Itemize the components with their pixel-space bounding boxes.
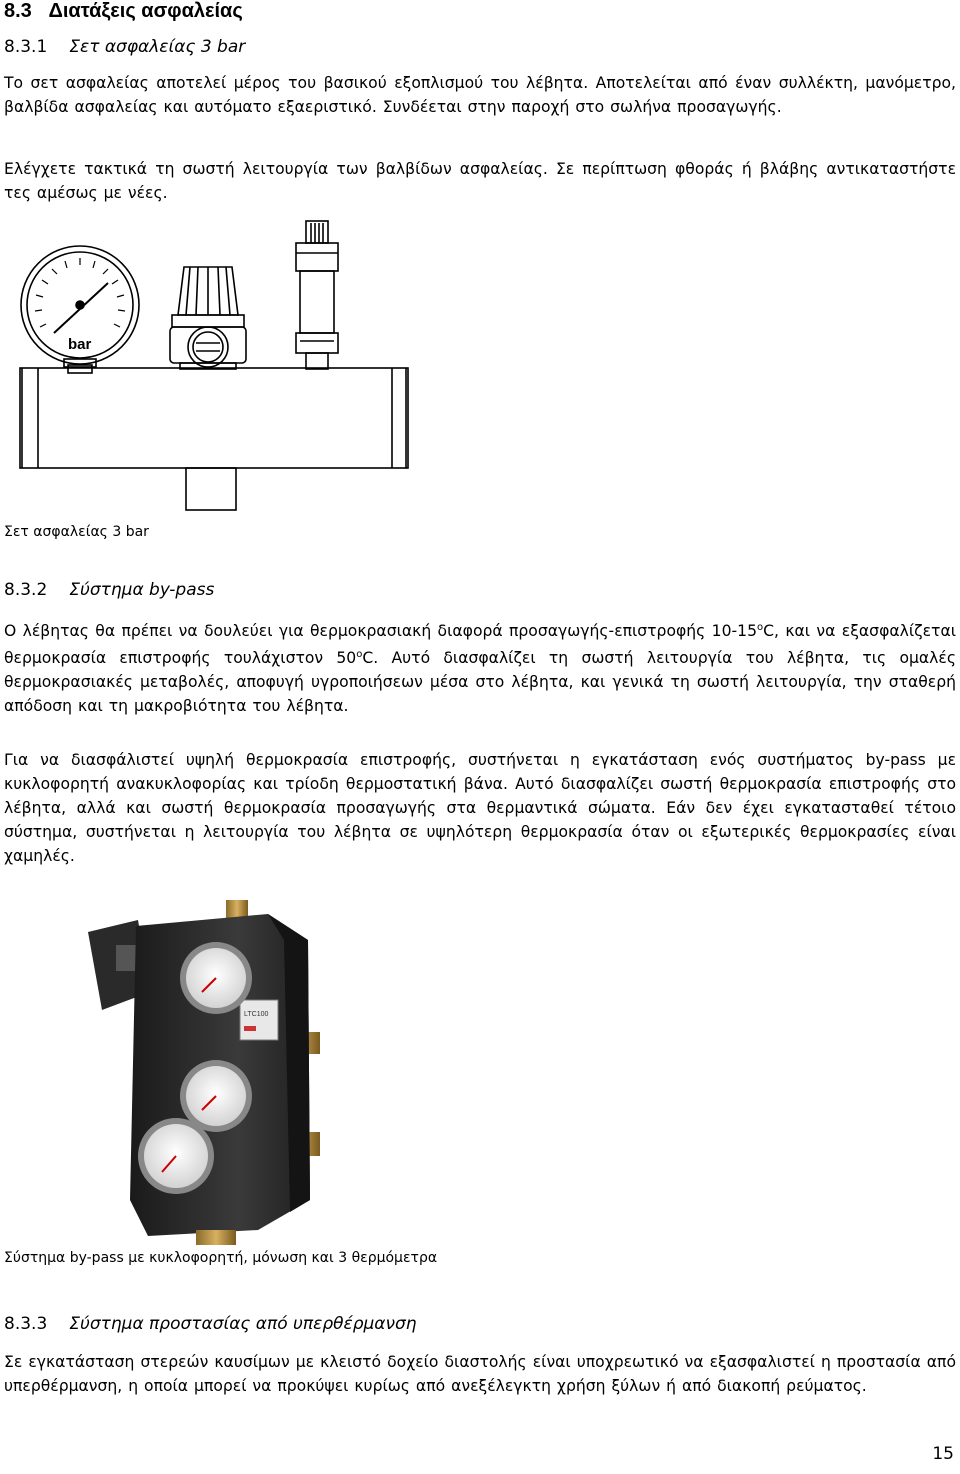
- gauge-ticks: [35, 258, 125, 327]
- pump-connector: [116, 945, 136, 971]
- subsection-title: Σύστημα προστασίας από υπερθέρμανση: [69, 1314, 417, 1334]
- section-number: 8.3: [4, 0, 32, 22]
- degree-symbol: o: [356, 649, 363, 661]
- safety-set-drawing: [0, 215, 430, 515]
- subsection-number: 8.3.1: [4, 37, 48, 57]
- air-vent: [296, 221, 338, 369]
- subsection-number: 8.3.3: [4, 1314, 48, 1334]
- subsection-heading-3: [4, 1314, 417, 1334]
- thermometer: [180, 942, 252, 1014]
- label-plate-text: LTC100: [244, 1011, 269, 1018]
- safety-valve: [170, 267, 246, 369]
- label-plate: [240, 1000, 278, 1040]
- bypass-unit-illustration: [58, 900, 388, 1245]
- figure-caption: Σετ ασφαλείας 3 bar: [4, 524, 149, 540]
- paragraph: Για να διασφάλιστεί υψηλή θερμοκρασία επιστροφής, συστήνεται η εγκατάσταση ενός συστήματος by-pass με κυκλοφορητή ανακυκλοφορίας και τρίοδη θερμοστατική βάνα. Αυτό διασφαλίζει σωστή θερμοκρασία επιστροφής στο λέβητα, αλλά και σωστή θερμοκρασία προσαγωγής στα θερμαντικά σώματα. Εάν δεν έχει εγκατασταθεί τέτοιο σύστημα, συστήνεται η λειτουργία του λέβητα σε υψηλότερη θερμοκρασία όταν οι εξωτερικές θερμοκρασίες είναι χαμηλές.: [4, 751, 956, 865]
- section-heading: [4, 0, 243, 23]
- figure-caption: Σύστημα by-pass με κυκλοφορητή, μόνωση και 3 θερμόμετρα: [4, 1250, 438, 1266]
- page-number: 15: [932, 1444, 954, 1464]
- subsection-number: 8.3.2: [4, 580, 48, 600]
- thermometer: [138, 1118, 214, 1194]
- degree-symbol: o: [757, 622, 764, 633]
- subsection-heading-2: [4, 580, 214, 600]
- bottom-fitting: [196, 1230, 236, 1245]
- manometer-label: bar: [68, 336, 92, 353]
- paragraph: Ο λέβητας θα πρέπει να δουλεύει για θερμοκρασιακή διαφορά προσαγωγής-επιστροφής 10-15$^o$C, και να εξασφαλίζεται θερμοκρασία επιστροφής τουλάχιστον 50$^o$C. Αυτό διασφαλίζει τη σωστή λειτουργία του λέβητα, τις ομαλές θερμοκρασιακές μεταβολές, αποφυγή υγροποιήσεων μέσα στο λέβητα, και γενικά τη σωστή λειτουργία, την σταθερή απόδοση και τη μακροβιότητα του λέβητα.: [4, 622, 956, 716]
- subsection-title: Σύστημα by-pass: [69, 580, 215, 600]
- subsection-heading-1: [4, 37, 245, 57]
- subsection-title: Σετ ασφαλείας 3 bar: [69, 37, 246, 57]
- paragraph: Ελέγχετε τακτικά τη σωστή λειτουργία των βαλβίδων ασφαλείας. Σε περίπτωση φθοράς ή βλάβης αντικαταστήστε τες αμέσως με νέες.: [4, 160, 956, 202]
- paragraph: Σε εγκατάσταση στερεών καυσίμων με κλειστό δοχείο διαστολής είναι υποχρεωτικό να εξασφαλιστεί η προστασία από υπερθέρμανση, η οποία μπορεί να προκύψει κυρίως από ανεξέλεγκτη χρήση ξύλων ή από διακοπή ρεύματος.: [4, 1353, 956, 1395]
- paragraph: Το σετ ασφαλείας αποτελεί μέρος του βασικού εξοπλισμού του λέβητα. Αποτελείται από έναν συλλέκτη, μανόμετρο, βαλβίδα ασφαλείας και αυτόματο εξαεριστικό. Συνδέεται στην παροχή στο σωλήνα προσαγωγής.: [4, 74, 956, 116]
- section-title: Διατάξεις ασφαλείας: [48, 0, 243, 22]
